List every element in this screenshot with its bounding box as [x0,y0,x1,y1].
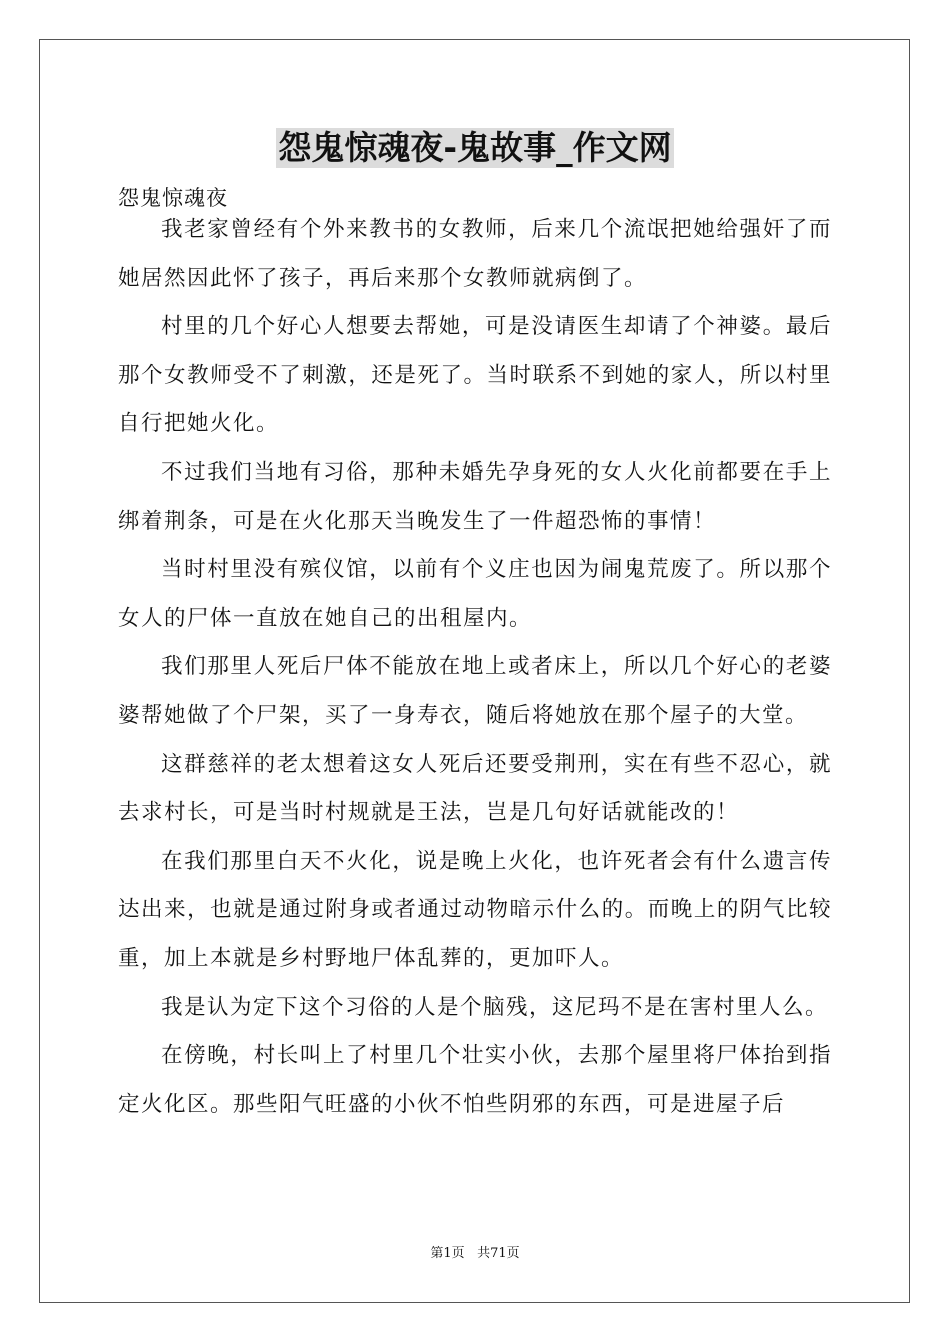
title-container [0,128,950,168]
article-body [118,206,832,1129]
paragraph: 我是认为定下这个习俗的人是个脑残，这尼玛不是在害村里人么。 [161,994,829,1020]
page-number: 第1页 [430,1246,465,1261]
paragraph: 在傍晚，村长叫上了村里几个壮实小伙，去那个屋里将尸体抬到指定火化区。那些阳气旺盛的小伙不怕些阴邪的东西，可是进屋子后 [118,1043,832,1117]
document-subtitle: 怨鬼惊魂夜 [118,186,228,210]
paragraph: 在我们那里白天不火化，说是晚上火化，也许死者会有什么遗言传达出来，也就是通过附身或者通过动物暗示什么的。而晚上的阴气比较重，加上本就是乡村野地尸体乱葬的，更加吓人。 [118,848,832,971]
paragraph: 不过我们当地有习俗，那种未婚先孕身死的女人火化前都要在手上绑着荆条，可是在火化那天当晚发生了一件超恐怖的事情！ [118,459,832,534]
page-footer [0,1245,950,1263]
paragraph: 当时村里没有殡仪馆，以前有个义庄也因为闹鬼荒废了。所以那个女人的尸体一直放在她自己的出租屋内。 [118,557,832,631]
paragraph: 这群慈祥的老太想着这女人死后还要受荆刑，实在有些不忍心，就去求村长，可是当时村规就是王法，岂是几句好话就能改的！ [118,751,832,826]
total-pages: 共71页 [477,1246,520,1261]
paragraph: 我老家曾经有个外来教书的女教师，后来几个流氓把她给强奸了而她居然因此怀了孩子，再后来那个女教师就病倒了。 [118,217,832,291]
paragraph: 村里的几个好心人想要去帮她，可是没请医生却请了个神婆。最后那个女教师受不了刺激，还是死了。当时联系不到她的家人，所以村里自行把她火化。 [118,314,832,437]
document-title: 怨鬼惊魂夜-鬼故事_作文网 [278,128,672,167]
paragraph: 我们那里人死后尸体不能放在地上或者床上，所以几个好心的老婆婆帮她做了个尸架，买了一身寿衣，随后将她放在那个屋子的大堂。 [118,654,832,728]
